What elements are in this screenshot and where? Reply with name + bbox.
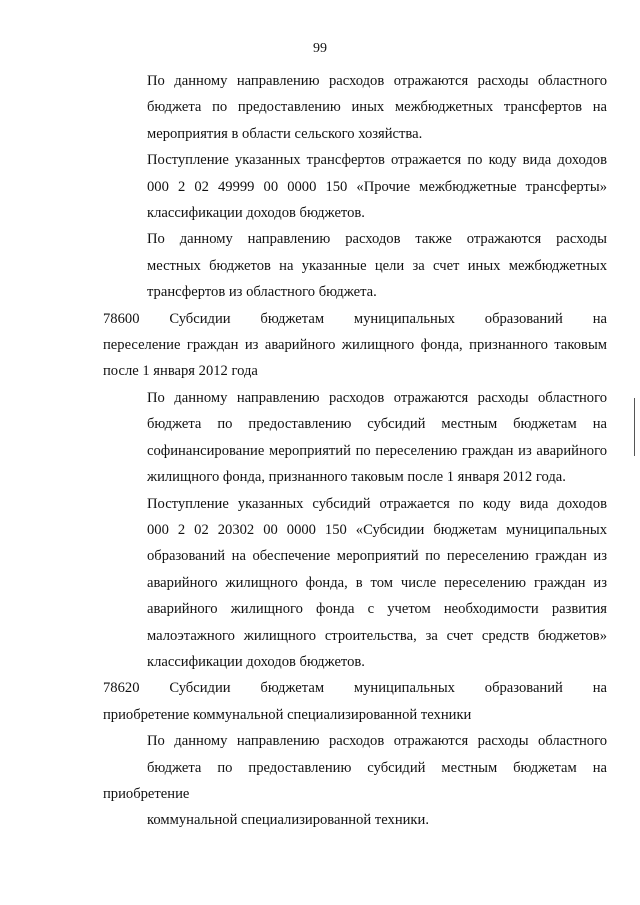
text-line: 000 2 02 20302 00 0000 150 «Субсидии бюджетам муниципальных [147, 521, 607, 538]
section-heading [103, 675, 607, 728]
document-body [103, 68, 607, 834]
text-line: классификации доходов бюджетов. [147, 653, 365, 670]
text-line: жилищного фонда, признанного таковым после 1 января 2012 года. [147, 469, 566, 486]
paragraph [103, 68, 607, 147]
text-line: По данному направлению расходов отражаются расходы областного [147, 73, 607, 89]
paragraph [103, 226, 607, 305]
text-line: бюджета по предоставлению иных межбюджетных трансфертов на [147, 99, 607, 116]
paragraph [103, 728, 607, 834]
text-line: По данному направлению расходов также отражаются расходы [147, 231, 607, 248]
text-line: малоэтажного жилищного строительства, за счет средств бюджетов» [147, 627, 607, 644]
paragraph [103, 147, 607, 226]
margin-mark [634, 398, 635, 456]
text-line: бюджета по предоставлению субсидий местным бюджетам на приобретение [103, 759, 607, 802]
text-line: 000 2 02 49999 00 0000 150 «Прочие межбюджетные трансферты» [147, 178, 607, 195]
text-line: Поступление указанных субсидий отражается по коду вида доходов [147, 495, 607, 512]
text-line: приобретение коммунальной специализированной техники [103, 706, 472, 723]
text-line: коммунальной специализированной техники. [147, 812, 429, 829]
text-line: софинансирование мероприятий по переселению граждан из аварийного [147, 442, 607, 459]
text-line: местных бюджетов на указанные цели за счет иных межбюджетных [147, 257, 607, 274]
text-line: переселение граждан из аварийного жилищного фонда, признанного таковым [103, 337, 607, 354]
text-line: По данному направлению расходов отражаются расходы областного [147, 389, 607, 406]
text-line: образований на обеспечение мероприятий по переселению граждан из [147, 548, 607, 565]
text-line: 78620 Субсидии бюджетам муниципальных образований на [103, 680, 607, 697]
text-line: после 1 января 2012 года [103, 363, 258, 380]
paragraph [103, 491, 607, 676]
text-line: трансфертов из областного бюджета. [147, 284, 377, 301]
text-line: мероприятия в области сельского хозяйства. [147, 125, 423, 142]
text-line: аварийного жилищного фонда, в том числе переселению граждан из [147, 574, 607, 591]
text-line: 78600 Субсидии бюджетам муниципальных образований на [103, 310, 607, 327]
text-line: классификации доходов бюджетов. [147, 205, 365, 222]
text-line: бюджета по предоставлению субсидий местным бюджетам на [147, 416, 607, 433]
text-line: Поступление указанных трансфертов отражается по коду вида доходов [147, 152, 607, 169]
text-line: аварийного жилищного фонда с учетом необходимости развития [147, 601, 607, 618]
paragraph [103, 385, 607, 491]
page-number: 99 [313, 41, 327, 56]
section-heading [103, 306, 607, 385]
text-line: По данному направлению расходов отражаются расходы областного [147, 733, 607, 750]
